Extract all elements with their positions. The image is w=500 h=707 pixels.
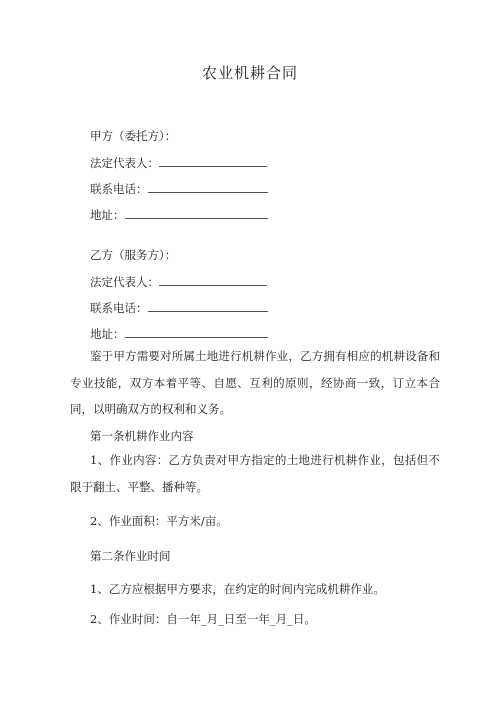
party-b-address-label: 地址： [90,327,125,341]
party-a-address-row [90,207,268,222]
party-b-heading: 乙方（服务方）： [90,248,177,262]
party-b-address-blank [125,326,268,338]
article-1-item-2: 2、作业面积：平方米/亩。 [90,514,228,528]
party-a-phone-label: 联系电话： [90,182,148,196]
article-1-heading: 第一条机耕作业内容 [90,429,194,443]
article-2-heading: 第二条作业时间 [90,549,171,563]
party-a-phone-blank [148,181,268,193]
party-b-address-row [90,326,268,341]
article-2-item-1: 1、乙方应根据甲方要求，在约定的时间内完成机耕作业。 [90,582,385,596]
article-1-item-1: 1、作业内容：乙方负责对甲方指定的土地进行机耕作业，包括但不限于翻土、平整、播种等。 [70,453,440,494]
party-b-phone-label: 联系电话： [90,301,148,315]
party-b-phone-row [90,300,268,315]
party-a-rep-row [90,155,267,170]
party-b-rep-row [90,274,267,289]
party-b-phone-blank [148,300,268,312]
party-a-rep-label: 法定代表人： [90,156,159,170]
party-a-phone-row [90,181,268,196]
party-a-address-label: 地址： [90,208,125,222]
article-2-item-2: 2、作业时间：自一年_月_日至一年_月_日。 [90,612,316,626]
preamble-paragraph: 鉴于甲方需要对所属土地进行机耕作业，乙方拥有相应的机耕设备和专业技能，双方本着平等、自愿、互利的原则，经协商一致，订立本合同，以明确双方的权利和义务。 [70,349,440,416]
party-a-rep-blank [159,155,267,167]
party-a-address-blank [125,207,268,219]
document-title: 农业机耕合同 [201,64,298,82]
party-b-rep-label: 法定代表人： [90,275,159,289]
party-b-rep-blank [159,274,267,286]
party-a-heading: 甲方（委托方）： [90,129,177,143]
